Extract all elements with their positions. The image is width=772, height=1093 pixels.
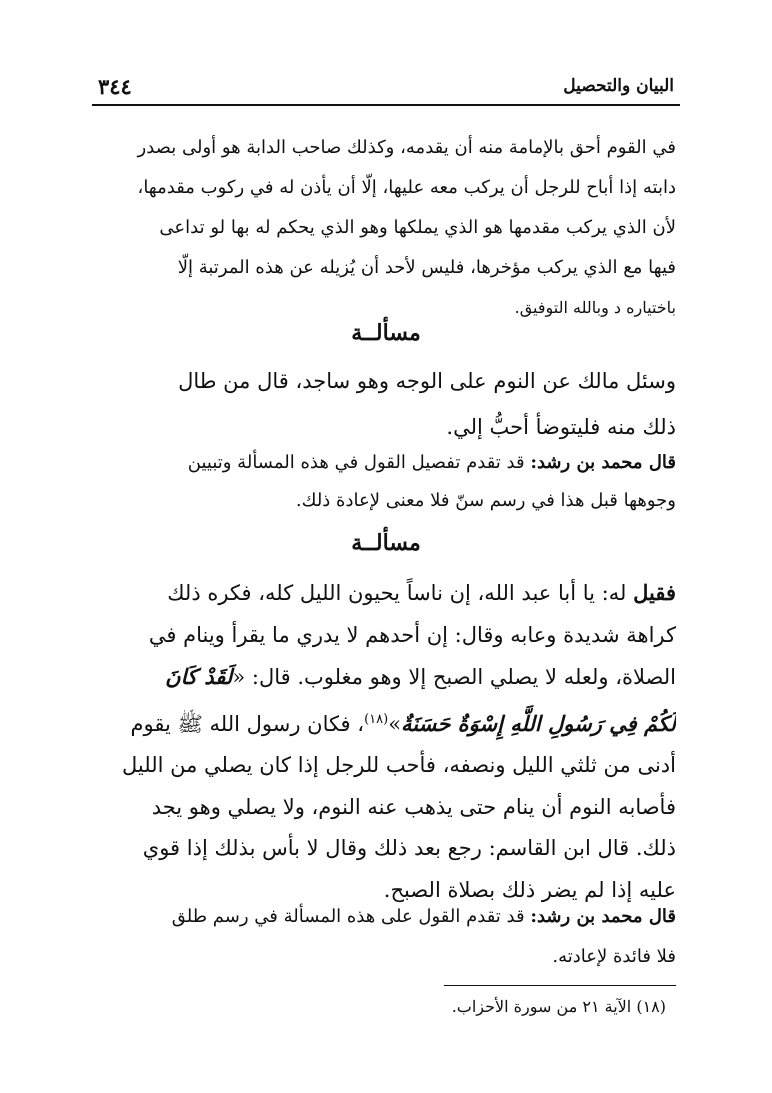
text-line: باختياره د وبالله التوفيق. <box>514 298 676 317</box>
speaker-label: قال محمد بن رشد: <box>530 452 676 473</box>
text-line <box>96 699 676 746</box>
text-line: وسئل مالك عن النوم على الوجه وهو ساجد، قال من طال <box>178 369 676 393</box>
text-segment: قد تقدم القول على هذه المسألة في رسم طلق <box>171 906 525 927</box>
text-line: لأن الذي يركب مقدمها هو الذي يملكها وهو الذي يحكم له بها لو تداعى <box>159 217 676 238</box>
running-title: البيان والتحصيل <box>563 76 674 96</box>
lead-word: فقيل <box>633 580 676 605</box>
text-segment: ، فكان رسول الله ﷺ يقوم <box>130 711 365 736</box>
text-line: دابته إذا أباح للرجل أن يركب معه عليها، إلّا أن يأذن له في ركوب مقدمها، <box>137 177 676 198</box>
paragraph-continuation <box>96 128 676 328</box>
text-line <box>96 572 676 615</box>
text-segment: الصلاة، ولعله لا يصلي الصبح إلا وهو مغلوب. قال: « <box>232 665 676 689</box>
text-line: أدنى من ثلثي الليل ونصفه، فأحب للرجل إذا كان يصلي من الليل <box>122 753 676 777</box>
quran-quote: لَقَدْ كَانَ <box>165 664 233 689</box>
paragraph-commentary <box>96 444 676 520</box>
footnote: (١٨) الآية ٢١ من سورة الأحزاب. <box>451 997 666 1016</box>
text-line: ذلك. قال ابن القاسم: رجع بعد ذلك وقال لا بأس بذلك إذا قوي <box>142 836 676 860</box>
section-heading: مسألــة <box>351 320 421 346</box>
header-rule <box>92 104 680 106</box>
page-number: ٣٤٤ <box>98 74 132 99</box>
text-segment: قد تقدم تفصيل القول في هذه المسألة وتبيين <box>187 452 525 473</box>
speaker-label: قال محمد بن رشد: <box>530 906 676 927</box>
footnote-divider <box>444 985 676 986</box>
text-segment: له: يا أبا عبد الله، إن ناساً يحيون الليل كله، فكره ذلك <box>167 581 627 605</box>
text-line: فأصابه النوم أن ينام حتى يذهب عنه النوم، ولا يصلي وهو يجد <box>151 794 676 819</box>
paragraph-narrative <box>96 572 676 911</box>
text-line: وجوهها قبل هذا في رسم سنّ فلا معنى لإعادة ذلك. <box>295 490 676 511</box>
text-line: في القوم أحق بالإمامة منه أن يقدمه، وكذلك صاحب الدابة هو أولى بصدر <box>137 137 676 158</box>
text-line: كراهة شديدة وعابه وقال: إن أحدهم لا يدري ما يقرأ وينام في <box>148 622 676 647</box>
paragraph-commentary <box>96 897 676 977</box>
text-line <box>96 656 676 699</box>
text-line: فلا فائدة لإعادته. <box>552 946 676 967</box>
text-line: ذلك منه فليتوضأ أحبُّ إلي. <box>446 415 676 439</box>
quran-quote: لَكُمْ فِي رَسُولِ اللَّهِ إِسْوَةٌ حَسَنَةٌ <box>401 710 676 736</box>
text-line: عليه إذا لم يضر ذلك بصلاة الصبح. <box>383 877 676 902</box>
text-line <box>96 444 676 482</box>
footnote-reference[interactable]: (١٨) <box>364 711 389 727</box>
page-header <box>92 72 680 102</box>
section-heading: مسألــة <box>351 530 421 556</box>
quote-mark: » <box>388 711 402 736</box>
text-line: فيها مع الذي يركب مؤخرها، فليس لأحد أن يُزيله عن هذه المرتبة إلّا <box>177 257 676 278</box>
paragraph-question <box>96 358 676 450</box>
text-line <box>96 897 676 937</box>
